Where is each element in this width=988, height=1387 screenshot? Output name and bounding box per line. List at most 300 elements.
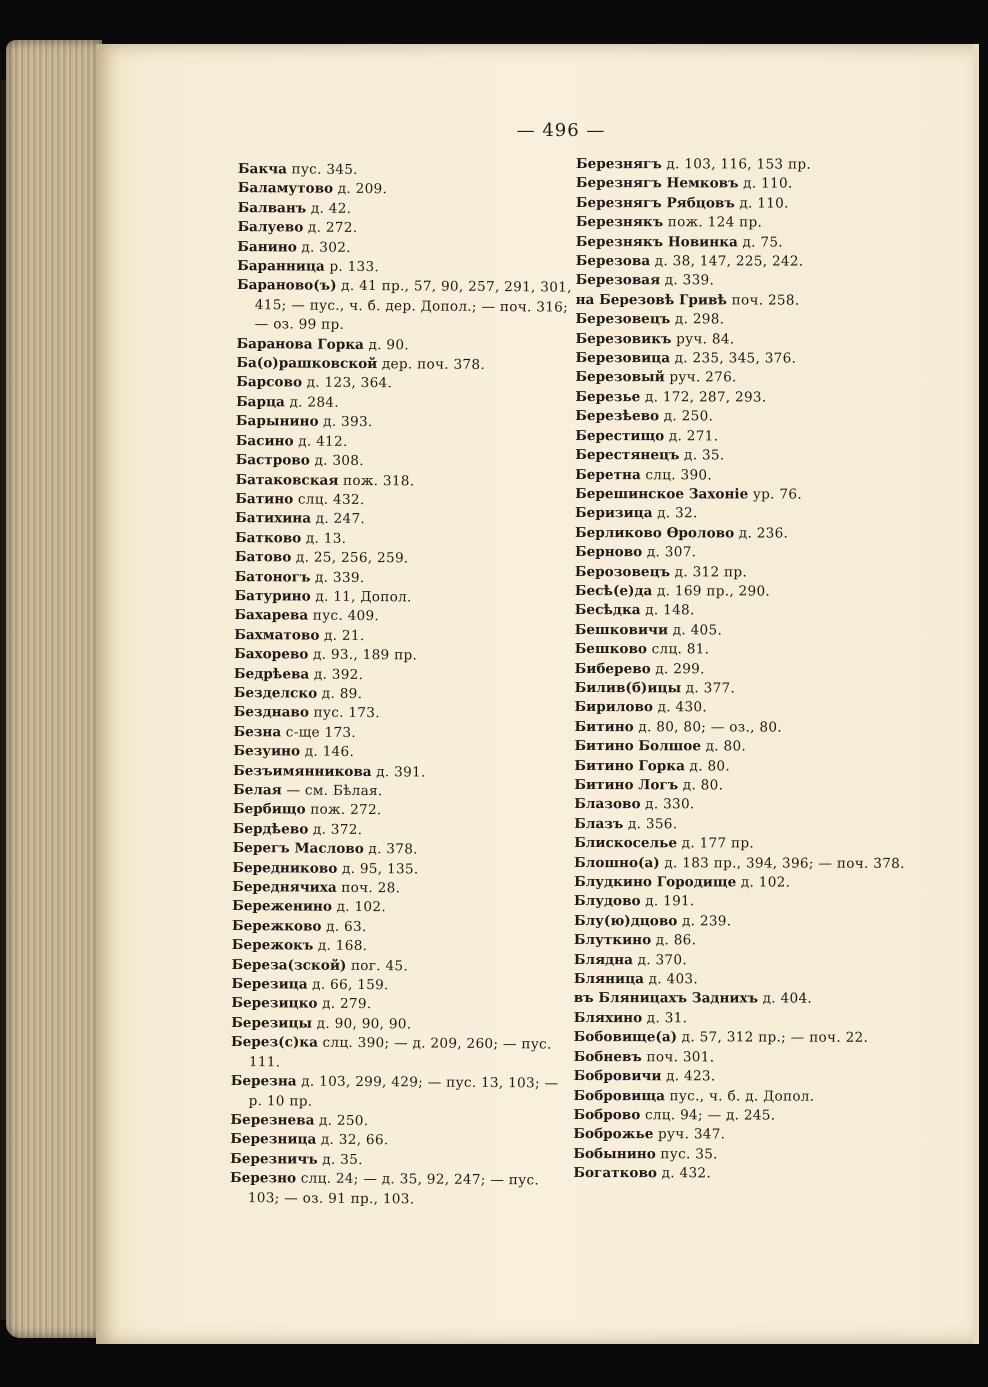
entry-headword: Балванъ: [237, 199, 307, 217]
index-entry: [231, 1014, 569, 1036]
entry-headword: Блуткино: [573, 932, 652, 949]
entry-headword: Бобовище(а): [573, 1029, 678, 1046]
entry-references: д. 339.: [660, 272, 715, 289]
index-entry: [230, 1130, 568, 1152]
index-entry: [574, 776, 906, 796]
entry-references: д. 32, 66.: [316, 1131, 389, 1149]
entry-headword: Бахарева: [234, 607, 309, 624]
entry-references: д. 11, Допол.: [310, 588, 412, 606]
entry-references: д. 123, 364.: [301, 374, 393, 392]
entry-references: д. 299.: [650, 660, 705, 677]
entry-headword: Ба(о)рашковской: [236, 355, 378, 373]
entry-references: д. 80.: [700, 738, 747, 755]
entry-headword: Бирилово: [574, 699, 654, 716]
entry-headword: Блазово: [574, 796, 641, 813]
index-entry: [232, 936, 570, 958]
index-entry: [232, 859, 570, 881]
entry-headword: Бешково: [574, 641, 648, 658]
index-entry: [238, 199, 576, 221]
entry-references: д. 377.: [681, 680, 736, 697]
index-entry: [234, 703, 572, 725]
index-entry: [576, 310, 908, 330]
entry-references: слц. 432.: [293, 491, 365, 508]
entry-headword: Беризица: [575, 505, 653, 522]
entry-references: д. 169 пр., 290.: [652, 583, 771, 600]
entry-references: д. 271.: [664, 427, 719, 445]
entry-references: — см. Бѣлая.: [281, 782, 383, 800]
index-entry: [576, 194, 908, 214]
entry-references: д. 110.: [734, 195, 789, 212]
index-entry: [575, 330, 907, 350]
entry-headword: Бедрѣева: [233, 665, 310, 683]
entry-references: слц. 390.: [640, 466, 713, 483]
index-entry: [574, 737, 906, 757]
entry-headword: Батаковская: [235, 471, 339, 489]
entry-headword: Бербищо: [232, 801, 306, 818]
entry-headword: Береженино: [232, 898, 333, 916]
entry-references: руч. 347.: [653, 1126, 726, 1143]
entry-references: д. 95, 135.: [337, 860, 419, 878]
entry-headword: Бешковичи: [574, 621, 669, 638]
entry-headword: Бахорево: [234, 646, 309, 663]
entry-headword: Бляница: [573, 971, 645, 988]
index-entry: [234, 684, 572, 706]
entry-references: поч. 258.: [726, 292, 800, 309]
entry-headword: Березѣево: [575, 408, 660, 425]
entry-headword: Березица: [231, 976, 308, 993]
entry-references: д. 250.: [659, 408, 714, 425]
entry-headword: Березна: [230, 1073, 297, 1090]
index-entry: [575, 349, 907, 369]
entry-headword: Бесѣдка: [574, 602, 641, 619]
entry-headword: Баранова Горка: [236, 335, 364, 353]
entry-headword: Банино: [237, 238, 297, 256]
entry-headword: Березье: [575, 388, 641, 406]
entry-references: пог. 45.: [346, 957, 409, 975]
index-entry: [575, 543, 907, 563]
index-column-right: [573, 155, 908, 1184]
entry-references: д. 75.: [737, 234, 783, 251]
entry-headword: Березничъ: [230, 1150, 318, 1168]
entry-references: пож. 318.: [338, 472, 415, 489]
index-entry: [575, 465, 907, 485]
index-entry: [236, 335, 574, 357]
entry-headword: Барсово: [236, 374, 303, 391]
index-entry: [574, 1048, 906, 1068]
index-entry: [235, 529, 573, 551]
entry-references: д. 298.: [670, 311, 725, 328]
entry-headword: Берегъ Маслово: [232, 840, 364, 858]
entry-headword: Березнева: [230, 1111, 315, 1129]
entry-headword: Блу(ю)дцово: [573, 912, 678, 930]
entry-headword: Басино: [235, 432, 294, 450]
entry-headword: Блядна: [573, 951, 633, 968]
entry-references: д. 31.: [642, 1010, 688, 1027]
entry-references: руч. 276.: [664, 369, 737, 386]
entry-references: д. 103, 116, 153 пр.: [661, 156, 812, 173]
entry-headword: Битино Логъ: [574, 776, 679, 794]
entry-headword: Батоногъ: [234, 568, 311, 586]
entry-headword: Безуино: [233, 743, 301, 760]
entry-references: д. 209.: [333, 181, 388, 198]
entry-references: д. 312 пр.: [670, 563, 748, 580]
entry-headword: Билив(б)ицы: [574, 679, 682, 697]
index-column-left: [230, 160, 576, 1211]
index-entry: [575, 427, 907, 447]
index-entry: [576, 213, 908, 233]
entry-references: д. 378.: [363, 841, 418, 858]
entry-references: д. 405.: [668, 621, 723, 639]
entry-headword: Бакча: [237, 160, 287, 178]
index-entry: [575, 485, 907, 505]
entry-references: пус. 345.: [286, 161, 358, 178]
entry-headword: Беретна: [575, 466, 641, 483]
entry-references: пус., ч. б. д. Допол.: [664, 1087, 815, 1105]
entry-references: д. 177 пр.: [677, 835, 755, 852]
entry-references: д. 35.: [317, 1151, 363, 1168]
entry-references: пус. 173.: [308, 704, 380, 722]
entry-references: д. 432.: [656, 1165, 712, 1182]
entry-references: слц. 390; — д. 209, 260; — пус. 111.: [248, 1034, 552, 1071]
entry-references: д. 42.: [306, 200, 352, 217]
index-entry: [574, 718, 906, 738]
entry-references: д. 80.: [678, 777, 724, 794]
index-entry: [232, 878, 570, 900]
index-entry: [235, 470, 573, 492]
entry-headword: Безднаво: [233, 704, 310, 721]
index-entry: [575, 582, 907, 602]
entry-references: д. 430.: [652, 699, 708, 716]
entry-references: д. 392.: [309, 666, 364, 683]
entry-references: поч. 28.: [336, 879, 401, 897]
entry-headword: Березовица: [575, 350, 671, 367]
index-entry: [236, 412, 574, 434]
index-entry: [236, 373, 574, 395]
entry-references: ур. 76.: [748, 486, 802, 503]
entry-headword: Березнягъ Рябцовъ: [575, 194, 735, 212]
index-entry: [574, 854, 906, 874]
entry-references: поч. 301.: [641, 1048, 715, 1066]
index-entry: [236, 354, 574, 376]
index-entry: [235, 548, 573, 570]
entry-references: слц. 81.: [646, 641, 710, 658]
entry-references: д. 307.: [642, 544, 697, 561]
index-entry: [235, 490, 573, 512]
page-number: — 496 —: [516, 120, 606, 141]
index-entry: [237, 257, 575, 279]
book-page-edges: [6, 40, 102, 1338]
index-entry: [574, 795, 906, 815]
index-entry: [236, 432, 574, 454]
entry-headword: Блазъ: [574, 815, 624, 832]
entry-headword: Безделско: [233, 684, 318, 702]
entry-references: д. 356.: [623, 815, 678, 833]
entry-references: слц. 24; — д. 35, 92, 247; — пус. 103; — оз. 91 пр., 103.: [247, 1170, 540, 1207]
entry-references: пож. 272.: [305, 801, 382, 819]
entry-headword: Битино Горка: [574, 757, 685, 774]
index-entry: [576, 291, 908, 311]
entry-references: д. 404.: [758, 990, 813, 1008]
index-entry: [232, 956, 570, 978]
entry-headword: Бережково: [231, 917, 322, 935]
entry-headword: Батурино: [234, 587, 311, 605]
entry-references: д. 279.: [317, 996, 372, 1013]
index-entry: [574, 757, 906, 777]
entry-references: д. 90.: [363, 336, 410, 354]
entry-references: д. 80, 80; — оз., 80.: [633, 718, 782, 736]
entry-headword: Бараново(ъ): [236, 277, 337, 295]
index-entry: [230, 1111, 568, 1133]
index-entry: [233, 723, 571, 745]
entry-references: д. 57, 312 пр.; — поч. 22.: [677, 1029, 869, 1047]
index-entry: [573, 1145, 905, 1165]
entry-references: д. 236.: [734, 525, 789, 542]
entry-references: д. 391.: [371, 763, 426, 781]
index-entry: [575, 504, 907, 524]
index-entry: [575, 621, 907, 641]
index-entry: [574, 873, 906, 893]
index-entry: [234, 626, 572, 648]
entry-headword: Бережокъ: [231, 937, 314, 954]
index-entry: [574, 815, 906, 835]
index-entry: [233, 781, 571, 803]
entry-references: д. 63.: [321, 918, 367, 935]
page-right-edge: [973, 44, 979, 1344]
entry-headword: Березнякъ: [575, 214, 664, 231]
entry-headword: Богатково: [573, 1165, 657, 1182]
entry-headword: Блошно(а): [574, 854, 660, 871]
entry-headword: Баламутово: [237, 180, 334, 198]
index-entry: [575, 368, 907, 388]
entry-headword: Берликово Ѳролово: [574, 524, 735, 542]
entry-headword: Берешинское Захоніе: [575, 485, 749, 503]
entry-headword: Белая: [232, 781, 282, 799]
index-entry: [574, 951, 906, 971]
entry-headword: Бобровичи: [573, 1068, 662, 1085]
entry-references: д. 90, 90, 90.: [312, 1015, 412, 1033]
entry-references: д. 80.: [684, 757, 731, 774]
index-entry: [234, 606, 572, 628]
entry-references: д. 66, 159.: [307, 976, 389, 994]
entry-references: д. 13.: [301, 530, 347, 547]
entry-references: д. 412.: [293, 433, 348, 450]
entry-headword: Березно: [229, 1170, 297, 1187]
entry-headword: Берестянецъ: [575, 447, 680, 464]
index-entry: [231, 994, 569, 1016]
entry-references: д. 250.: [314, 1112, 369, 1129]
index-entry: [233, 762, 571, 784]
index-entry: [232, 897, 570, 919]
entry-references: д. 93., 189 пр.: [308, 646, 418, 664]
entry-references: д. 239.: [677, 913, 732, 930]
entry-headword: Балуево: [237, 219, 304, 236]
entry-headword: Блудово: [574, 893, 641, 910]
entry-headword: Безъимянникова: [233, 762, 372, 780]
entry-references: д. 172, 287, 293.: [640, 389, 767, 406]
entry-headword: Березова: [575, 253, 651, 270]
entry-references: д. 183 пр., 394, 396; — поч. 378.: [659, 854, 905, 872]
entry-references: д. 235, 345, 376.: [669, 350, 797, 367]
entry-references: д. 86.: [651, 932, 697, 949]
entry-references: д. 41 пр., 57, 90, 257, 291, 301, 415; — пус., ч. б. дер. Допол.; — поч. 316; — оз. 99 пр.: [254, 278, 572, 334]
index-entry: [574, 1028, 906, 1048]
entry-references: д. 403.: [643, 971, 699, 988]
entry-headword: на Березовѣ Гривѣ: [575, 291, 728, 309]
index-entry: [575, 563, 907, 583]
entry-references: д. 32.: [652, 505, 698, 522]
index-entry: [574, 1086, 906, 1106]
index-entry: [576, 252, 908, 272]
entry-headword: Березовецъ: [575, 311, 671, 328]
entry-headword: Березнякъ Новинка: [575, 233, 738, 251]
entry-headword: Берозовецъ: [574, 563, 671, 580]
entry-references: р. 133.: [324, 258, 380, 276]
index-entry: [238, 179, 576, 201]
entry-headword: Бередниково: [232, 859, 338, 877]
entry-references: д. 372.: [308, 821, 363, 838]
entry-references: д. 110.: [738, 175, 793, 192]
entry-references: д. 102.: [331, 899, 387, 916]
entry-headword: Березница: [230, 1131, 317, 1148]
entry-headword: Биберево: [574, 660, 651, 677]
entry-headword: Битино Болшое: [574, 738, 702, 755]
index-entry: [233, 820, 571, 842]
index-entry: [234, 645, 572, 667]
entry-headword: Барынино: [235, 413, 319, 430]
index-entry: [575, 679, 907, 699]
entry-references: руч. 84.: [671, 330, 735, 348]
index-entry: [575, 601, 907, 621]
entry-headword: въ Бляницахъ Заднихъ: [573, 990, 759, 1007]
entry-references: дер. поч. 378.: [377, 356, 486, 374]
entry-headword: Битино: [574, 718, 634, 735]
entry-headword: Березнягъ Немковъ: [575, 175, 739, 192]
entry-references: д. 308.: [309, 452, 364, 470]
entry-headword: Бобровища: [573, 1087, 665, 1104]
entry-references: д. 302.: [296, 239, 351, 256]
index-entry: [235, 568, 573, 590]
index-entry: [230, 1169, 568, 1210]
entry-headword: Берез(с)ка: [231, 1034, 318, 1051]
entry-references: д. 339.: [310, 569, 365, 586]
entry-headword: Бердѣево: [232, 820, 309, 838]
entry-headword: Баранница: [237, 258, 325, 275]
entry-references: д. 370.: [632, 951, 687, 968]
index-entry: [574, 1009, 906, 1029]
entry-headword: Берново: [574, 544, 643, 561]
index-entry: [575, 407, 907, 427]
index-entry: [573, 1125, 905, 1145]
entry-headword: Батихина: [235, 510, 312, 527]
entry-references: д. 330.: [640, 796, 695, 813]
entry-references: д. 272.: [303, 219, 358, 237]
entry-headword: Батово: [234, 549, 292, 566]
entry-headword: Батино: [235, 490, 294, 508]
index-entry: [575, 698, 907, 718]
index-entry: [575, 640, 907, 660]
entry-headword: Бесѣ(е)да: [574, 582, 653, 600]
entry-references: д. 168.: [313, 937, 368, 955]
index-entry: [237, 218, 575, 240]
entry-headword: Бобневъ: [573, 1048, 642, 1065]
index-entry: [576, 271, 908, 291]
index-entry: [574, 931, 906, 951]
index-entry: [573, 1106, 905, 1126]
index-entry: [575, 524, 907, 544]
entry-headword: Береднячиха: [232, 879, 337, 896]
index-entry: [233, 839, 571, 861]
index-entry: [573, 1164, 905, 1184]
index-entry: [231, 975, 569, 997]
entry-headword: Блудкино Городище: [574, 874, 737, 891]
entry-references: д. 146.: [300, 743, 355, 761]
index-entry: [238, 160, 576, 182]
entry-headword: Бастрово: [235, 452, 310, 469]
index-entry: [231, 1072, 569, 1113]
entry-headword: Березовикъ: [575, 330, 672, 347]
entry-references: пож. 124 пр.: [663, 214, 763, 231]
entry-headword: Березицко: [231, 995, 318, 1013]
index-entry: [237, 238, 575, 260]
entry-references: д. 247.: [310, 510, 366, 528]
entry-references: д. 191.: [640, 893, 695, 910]
entry-headword: Береза(зской): [231, 956, 347, 974]
entry-headword: Боброво: [573, 1106, 641, 1124]
entry-references: д. 35.: [679, 447, 725, 464]
index-entry: [574, 912, 906, 932]
entry-references: д. 25, 256, 259.: [291, 549, 409, 567]
entry-references: д. 89.: [317, 685, 363, 702]
entry-headword: Березовая: [575, 272, 661, 289]
entry-headword: Березнягъ: [575, 156, 662, 173]
index-entry: [230, 1150, 568, 1172]
entry-references: д. 103, 299, 429; — пус. 13, 103; — р. 10 пр.: [248, 1073, 559, 1110]
index-entry: [574, 892, 906, 912]
index-entry: [574, 834, 906, 854]
entry-headword: Безна: [233, 723, 282, 741]
entry-references: с-ще 173.: [281, 724, 357, 741]
index-entry: [234, 665, 572, 687]
entry-references: д. 38, 147, 225, 242.: [650, 253, 804, 270]
index-entry: [233, 742, 571, 764]
entry-references: д. 284.: [284, 394, 339, 411]
entry-headword: Барца: [236, 393, 285, 411]
entry-references: д. 148.: [640, 602, 695, 619]
entry-references: д. 21.: [319, 627, 365, 644]
entry-headword: Блискоселье: [574, 835, 678, 852]
entry-headword: Бобынино: [573, 1145, 656, 1162]
index-entry: [575, 660, 907, 680]
entry-references: д. 423.: [661, 1068, 716, 1085]
entry-headword: Бахматово: [234, 626, 320, 644]
entry-headword: Берестищо: [575, 427, 665, 444]
entry-headword: Боброжье: [573, 1126, 654, 1143]
index-entry: [234, 587, 572, 609]
index-entry: [233, 800, 571, 822]
entry-references: пус. 409.: [308, 607, 380, 625]
entry-headword: Батково: [234, 529, 302, 547]
index-entry: [236, 393, 574, 415]
index-entry: [231, 1033, 569, 1074]
index-entry: [232, 917, 570, 939]
entry-references: д. 102.: [736, 874, 791, 891]
index-entry: [574, 989, 906, 1009]
entry-headword: Бляхино: [573, 1009, 643, 1027]
entry-headword: Березицы: [231, 1014, 313, 1032]
index-entry: [235, 509, 573, 531]
index-entry: [574, 1067, 906, 1087]
index-entry: [237, 276, 575, 337]
